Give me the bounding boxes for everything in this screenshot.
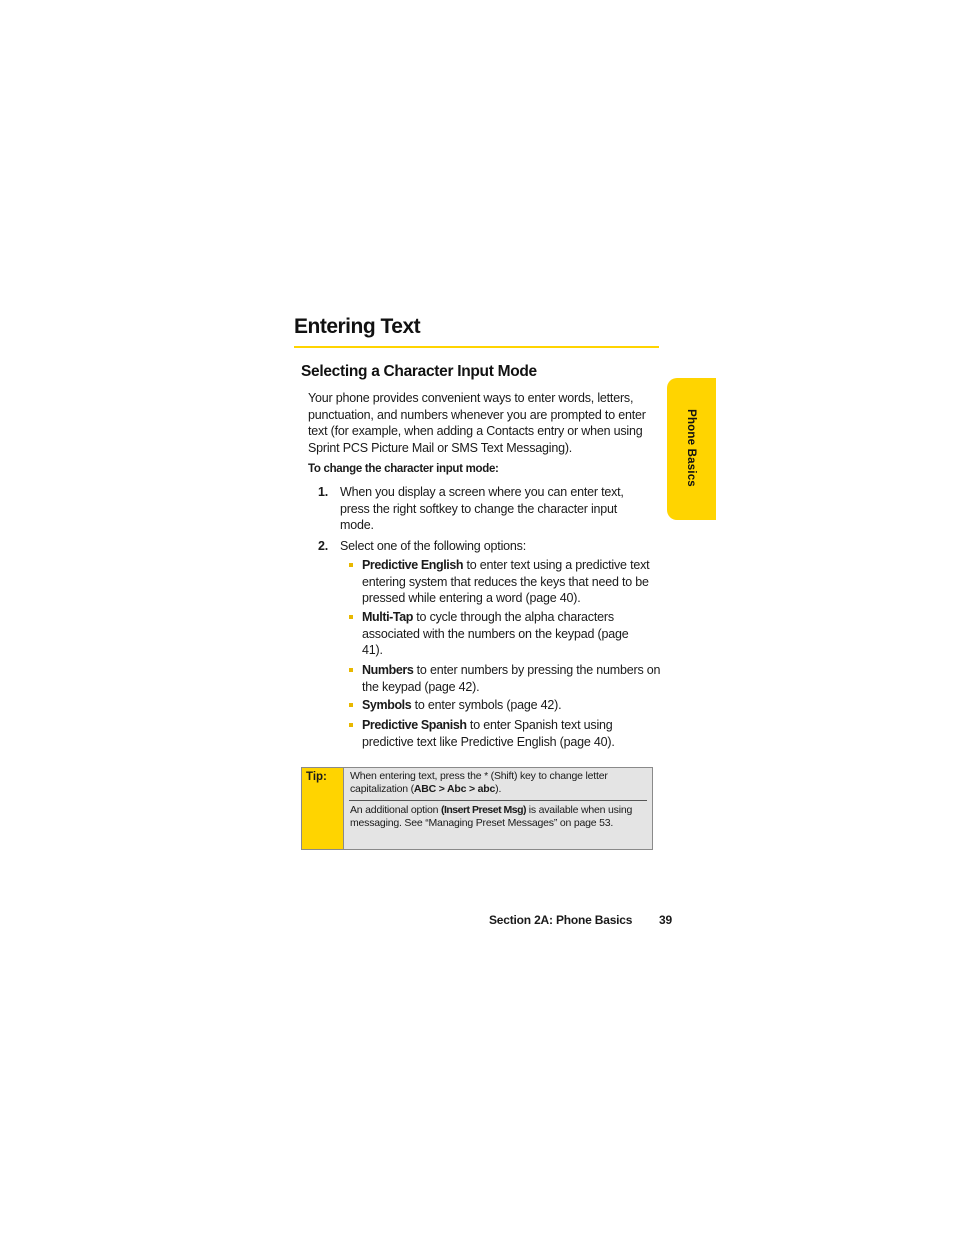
option-item <box>349 557 661 607</box>
footer-page-number: 39 <box>659 913 672 927</box>
option-term: Numbers <box>362 663 414 677</box>
option-term: Multi-Tap <box>362 610 414 624</box>
bullet-icon <box>349 668 353 672</box>
step-text: When you display a screen where you can enter text, press the right softkey to change the character input mode. <box>340 485 624 532</box>
procedure-label: To change the character input mode: <box>308 463 499 475</box>
tip-bold-path: ABC > Abc > abc <box>413 783 496 795</box>
option-item <box>349 609 661 659</box>
tip-box <box>301 767 653 850</box>
bullet-icon <box>349 703 353 707</box>
bullet-icon <box>349 563 353 567</box>
bullet-icon <box>349 723 353 727</box>
section-side-tab <box>667 378 716 520</box>
tip-label-cell <box>302 768 344 849</box>
page-title: Entering Text <box>294 315 421 338</box>
step-text: Select one of the following options: <box>340 539 526 553</box>
bullet-icon <box>349 615 353 619</box>
side-tab-label: Phone Basics <box>685 409 697 487</box>
option-term: Symbols <box>362 698 412 712</box>
title-rule <box>294 346 659 348</box>
step-number: 1. <box>318 485 329 499</box>
option-term: Predictive English <box>362 558 464 572</box>
option-description: to cycle through the alpha characters associated with the numbers on the keypad (page 41). <box>362 610 629 657</box>
option-description: to enter symbols (page 42). <box>411 698 562 712</box>
option-description: to enter Spanish text using predictive text like Predictive English (page 40). <box>362 718 615 749</box>
tip-divider <box>349 800 647 801</box>
footer-section-label: Section 2A: Phone Basics <box>489 913 633 927</box>
section-heading: Selecting a Character Input Mode <box>301 363 537 380</box>
option-item <box>349 662 661 695</box>
tip-text-2: An additional option (Insert Preset Msg) is available when using messaging. See “Managing Preset Messages” on page 53. <box>350 804 633 829</box>
option-description: to enter numbers by pressing the numbers on the keypad (page 42). <box>362 663 661 694</box>
tip-bold-option: (Insert Preset Msg) <box>440 804 526 816</box>
option-term: Predictive Spanish <box>362 718 467 732</box>
intro-paragraph: Your phone provides convenient ways to enter words, letters, punctuation, and numbers whenever you are prompted to enter text (for example, when adding a Contacts entry or when using Sprint PCS Picture Mail or SMS Text Messaging). <box>308 391 646 455</box>
option-description: to enter text using a predictive text entering system that reduces the keys that need to be pressed while entering a word (page 40). <box>362 558 650 605</box>
step-number: 2. <box>318 539 329 553</box>
option-item <box>349 697 661 714</box>
option-item <box>349 717 661 750</box>
tip-text-1: When entering text, press the * (Shift) key to change letter capitalization (ABC > Abc > abc). <box>350 770 608 795</box>
tip-label: Tip: <box>306 771 327 783</box>
